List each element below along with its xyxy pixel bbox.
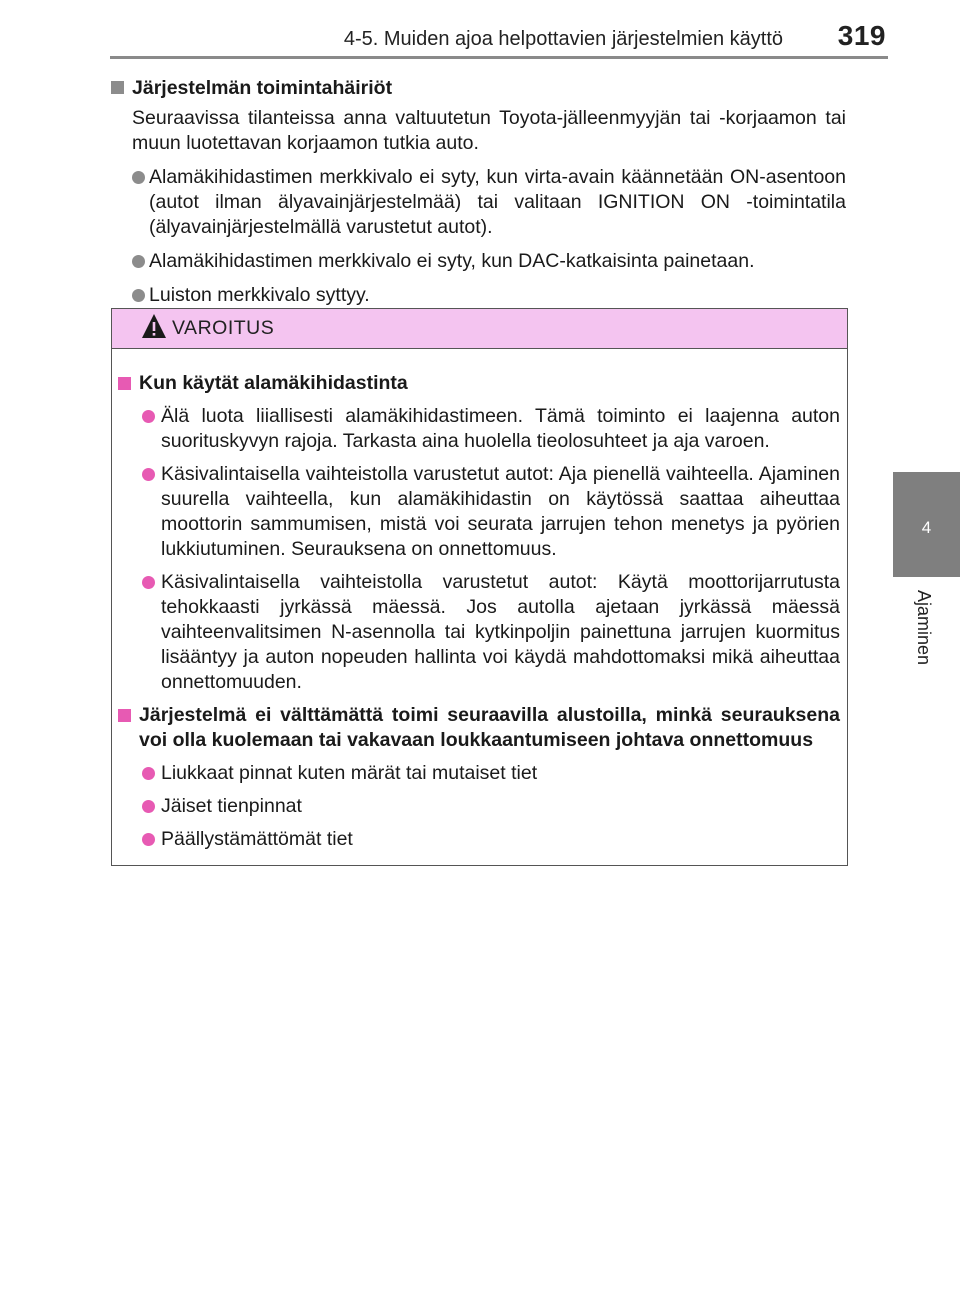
round-bullet-icon bbox=[142, 410, 155, 423]
warning-group-heading bbox=[118, 703, 840, 753]
list-item-text: Alamäkihidastimen merkkivalo ei syty, kun virta-avain käännetään ON-asentoon (autot ilman älyavainjärjestelmää) tai valitaan IGNITION ON -toimintatila (älyavainjärjestelmällä varustetut autot). bbox=[149, 166, 846, 238]
list-item bbox=[118, 827, 840, 852]
warning-triangle-icon bbox=[141, 313, 167, 339]
chapter-label: Ajaminen bbox=[914, 590, 934, 666]
list-item-text: Käsivalintaisella vaihteistolla varustetut autot: Käytä moottorijarrutusta tehokkaasti jyrkässä mäessä. Jos autolla ajetaan jyrkässä mäessä vaihteenvalitsimen N-asennolla tai kytkinpoljin painettuna jarrujen kuormitus lisääntyy ja auton nopeuden hallinta voi käydä mahdottomaksi mikä aiheuttaa onnettomuuden. bbox=[161, 571, 840, 693]
warning-group-heading bbox=[118, 371, 840, 396]
list-item bbox=[118, 761, 840, 786]
list-item-text: Alamäkihidastimen merkkivalo ei syty, kun DAC-katkaisinta painetaan. bbox=[149, 250, 755, 272]
list-item bbox=[118, 462, 840, 562]
warning-heading: Kun käytät alamäkihidastinta bbox=[139, 372, 408, 394]
warning-header bbox=[112, 309, 847, 349]
list-item bbox=[111, 249, 846, 274]
warning-heading: Järjestelmä ei välttämättä toimi seuraavilla alustoilla, minkä seurauksena voi olla kuolemaan tai vakavaan loukkaantumiseen johtava onnettomuus bbox=[139, 704, 840, 751]
chapter-tab bbox=[893, 472, 960, 577]
round-bullet-icon bbox=[142, 468, 155, 481]
round-bullet-icon bbox=[142, 800, 155, 813]
list-item-text: Jäiset tienpinnat bbox=[161, 795, 302, 817]
list-item-text: Käsivalintaisella vaihteistolla varustetut autot: Aja pienellä vaihteella. Ajaminen suurella vaihteella, kun alamäkihidastin on käytössä saattaa aiheuttaa moottorin sammumisen, mistä voi seurata jarrujen tehon menetys ja pyörien lukkiutuminen. Seurauksena on onnettomuus. bbox=[161, 463, 840, 560]
round-bullet-icon bbox=[132, 255, 145, 268]
header-rule bbox=[110, 56, 888, 59]
round-bullet-icon bbox=[142, 767, 155, 780]
section-intro: Seuraavissa tilanteissa anna valtuutetun Toyota-jälleenmyyjän tai -korjaamon tai muun luotettavan korjaamon tutkia auto. bbox=[132, 107, 846, 154]
section-heading-row bbox=[111, 76, 846, 101]
round-bullet-icon bbox=[132, 171, 145, 184]
chapter-label-container bbox=[889, 590, 959, 700]
page-header bbox=[110, 18, 888, 52]
square-bullet-icon bbox=[111, 81, 124, 94]
list-item-text: Älä luota liiallisesti alamäkihidastimeen. Tämä toiminto ei laajenna auton suorituskyvyn rajoja. Tarkasta aina huolella tieolosuhteet ja aja varoen. bbox=[161, 405, 840, 452]
round-bullet-icon bbox=[142, 833, 155, 846]
warning-body bbox=[118, 363, 840, 852]
page-number: 319 bbox=[837, 20, 886, 51]
list-item bbox=[111, 165, 846, 240]
list-item-text: Päällystämättömät tiet bbox=[161, 828, 353, 850]
round-bullet-icon bbox=[132, 289, 145, 302]
malfunction-section bbox=[111, 76, 846, 308]
list-item bbox=[118, 794, 840, 819]
header-title: 4-5. Muiden ajoa helpottavien järjestelmien käyttö bbox=[343, 28, 783, 50]
list-item bbox=[111, 283, 846, 308]
chapter-number: 4 bbox=[921, 518, 932, 537]
warning-title: VAROITUS bbox=[172, 317, 275, 339]
list-item-text: Liukkaat pinnat kuten märät tai mutaiset tiet bbox=[161, 762, 538, 784]
round-bullet-icon bbox=[142, 576, 155, 589]
square-bullet-icon bbox=[118, 709, 131, 722]
square-bullet-icon bbox=[118, 377, 131, 390]
list-item bbox=[118, 404, 840, 454]
section-heading: Järjestelmän toimintahäiriöt bbox=[132, 77, 393, 99]
list-item bbox=[118, 570, 840, 695]
list-item-text: Luiston merkkivalo syttyy. bbox=[149, 284, 370, 306]
warning-box bbox=[111, 308, 848, 866]
